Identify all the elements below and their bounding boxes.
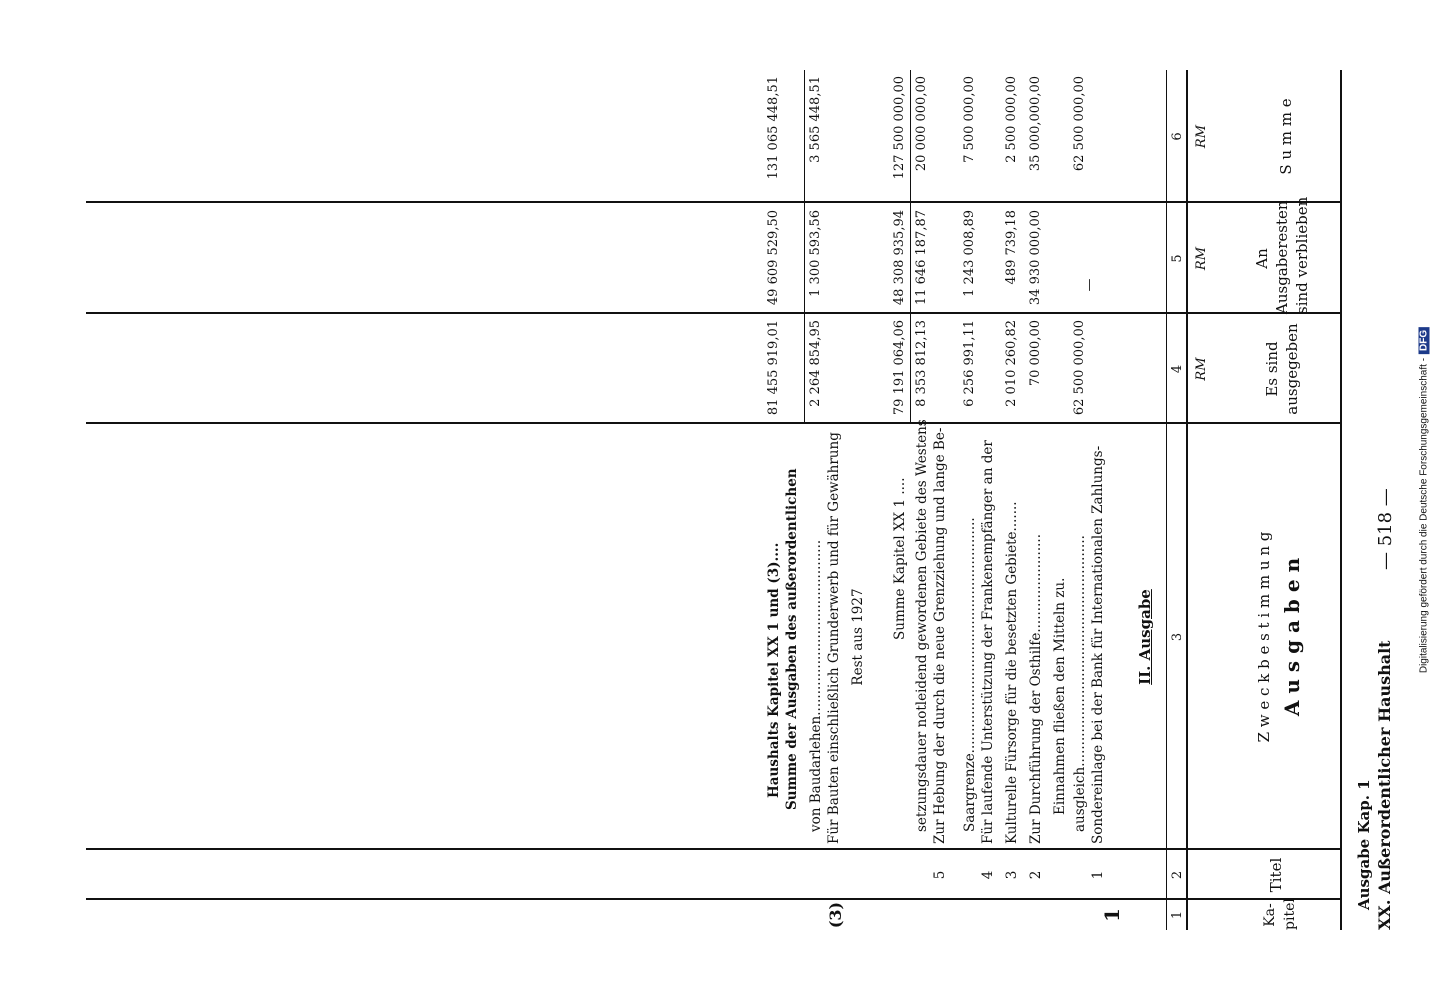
row4-text: Für laufende Unterstützung der Frankenempfänger an der (980, 440, 996, 844)
colnum-5: 5 (1170, 254, 1185, 263)
chapter-title-line1: XX. Außerordentlicher Haushalt (1375, 640, 1394, 930)
row4-text-cont: Saargrenze....................................................... (962, 517, 978, 832)
column-number-rule (1166, 70, 1167, 930)
kapitel-3: (3) (826, 901, 845, 929)
header-verblieben: An Ausgaberesten sind verblieben (1253, 196, 1311, 314)
row2-ausgegeben: 70 000,00 (1028, 320, 1043, 387)
row1-ausgegeben: 62 500 000,00 (1072, 320, 1087, 416)
row2-titel: 2 (1028, 870, 1044, 880)
row4-summe: 7 500 000,00 (962, 76, 977, 163)
header-ausgegeben: Es sind ausgegeben (1263, 323, 1301, 415)
col-rule-5 (86, 201, 1340, 203)
row4-titel: 4 (980, 870, 996, 880)
section-heading: II. Ausgabe (1136, 589, 1154, 685)
rest-verblieben: 1 300 593,56 (808, 210, 823, 297)
header-summe: S u m m e (1277, 98, 1295, 175)
dfg-credit (1412, 0, 1434, 1000)
row2-text: Zur Durchführung der Osthilfe....................... (1028, 533, 1044, 844)
row1-text: Sondereinlage bei der Bank für Internationalen Zahlungs- (1090, 445, 1106, 844)
col-rule-4 (86, 312, 1340, 314)
rest-text: Für Bauten einschließlich Grunderwerb und für Gewährung (826, 432, 842, 844)
header-zweckbestimmung: Z w e c k b e s t i m m u n g (1255, 531, 1273, 743)
subtotal-rule (910, 70, 911, 424)
grand-total-summe: 131 065 448,51 (766, 76, 781, 180)
row3-titel: 3 (1004, 870, 1020, 880)
colnum-4: 4 (1170, 364, 1185, 374)
summe-kapitel-verblieben: 48 308 935,94 (892, 210, 907, 306)
chapter-title-line2: Ausgabe Kap. 1 (1355, 779, 1373, 910)
row3-ausgegeben: 2 010 260,82 (1004, 320, 1019, 407)
header-bottom-rule (1186, 70, 1188, 930)
summe-kapitel-summe: 127 500 000,00 (892, 76, 907, 180)
row1-note: Einnahmen fließen den Mitteln zu. (1052, 577, 1068, 815)
row3-verblieben: 489 739,18 (1004, 210, 1019, 285)
row1-verblieben: — (1082, 278, 1097, 292)
grand-total-verblieben: 49 609 529,50 (766, 210, 781, 306)
row5-titel: 5 (932, 870, 948, 880)
grand-total-label-cont: Haushalts Kapitel XX 1 und (3).... (766, 542, 782, 798)
grand-total-ausgegeben: 81 455 919,01 (766, 320, 781, 416)
header-kapitel: Ka- pitel (1262, 898, 1298, 930)
row5-verblieben: 11 646 187,87 (914, 210, 929, 306)
row5-summe: 20 000 000,00 (914, 76, 929, 172)
dfg-logo: DFG (1419, 327, 1430, 354)
header-titel: Titel (1267, 857, 1285, 893)
row2-verblieben: 34 930 000,00 (1028, 210, 1043, 306)
colnum-6: 6 (1170, 132, 1185, 141)
row3-summe: 2 500 000,00 (1004, 76, 1019, 163)
grand-total-label: Summe der Ausgaben des außerordentlichen (784, 468, 800, 810)
dfg-credit-text: Digitalisierung gefördert durch die Deutsche Forschungsgemeinschaft - (1418, 357, 1430, 674)
row1-text-cont: ausgleich...................................................... (1072, 535, 1088, 832)
rest-heading: Rest aus 1927 (850, 588, 866, 686)
row5-ausgegeben: 8 353 812,13 (914, 320, 929, 407)
row1-summe: 62 500 000,00 (1072, 76, 1087, 172)
summe-kapitel-ausgegeben: 79 191 064,06 (892, 320, 907, 416)
summe-kapitel-label: Summe Kapitel XX 1 .... (892, 477, 908, 640)
col-rule-1 (86, 898, 1340, 900)
grand-total-rule (804, 70, 805, 424)
table-top-rule (1340, 70, 1342, 930)
rest-summe: 3 565 448,51 (808, 76, 823, 163)
rest-ausgegeben: 2 264 854,95 (808, 320, 823, 407)
row2-summe: 35 000,000,00 (1028, 76, 1043, 172)
row3-text: Kulturelle Fürsorge für die besetzten Gebiete....... (1004, 501, 1020, 844)
colnum-3: 3 (1170, 632, 1185, 642)
kapitel-1: 1 (1100, 908, 1124, 922)
rest-text-cont: von Baudarlehen......................................... (808, 539, 824, 832)
currency-col5: RM (1194, 246, 1209, 271)
row5-text-cont: setzungsdauer notleidend gewordenen Gebiete des Westens (914, 419, 930, 832)
row4-verblieben: 1 243 008,89 (962, 210, 977, 297)
colnum-1: 1 (1170, 910, 1185, 920)
row4-ausgegeben: 6 256 991,11 (962, 320, 977, 407)
page-number: — 518 — (1375, 488, 1396, 570)
header-ausgaben: A u s g a b e n (1280, 557, 1304, 717)
currency-col6: RM (1194, 124, 1209, 149)
currency-col4: RM (1194, 357, 1209, 381)
colnum-2: 2 (1170, 870, 1185, 880)
row1-titel: 1 (1090, 870, 1106, 880)
row5-text: Zur Hebung der durch die neue Grenzziehung und lange Be- (932, 427, 948, 844)
